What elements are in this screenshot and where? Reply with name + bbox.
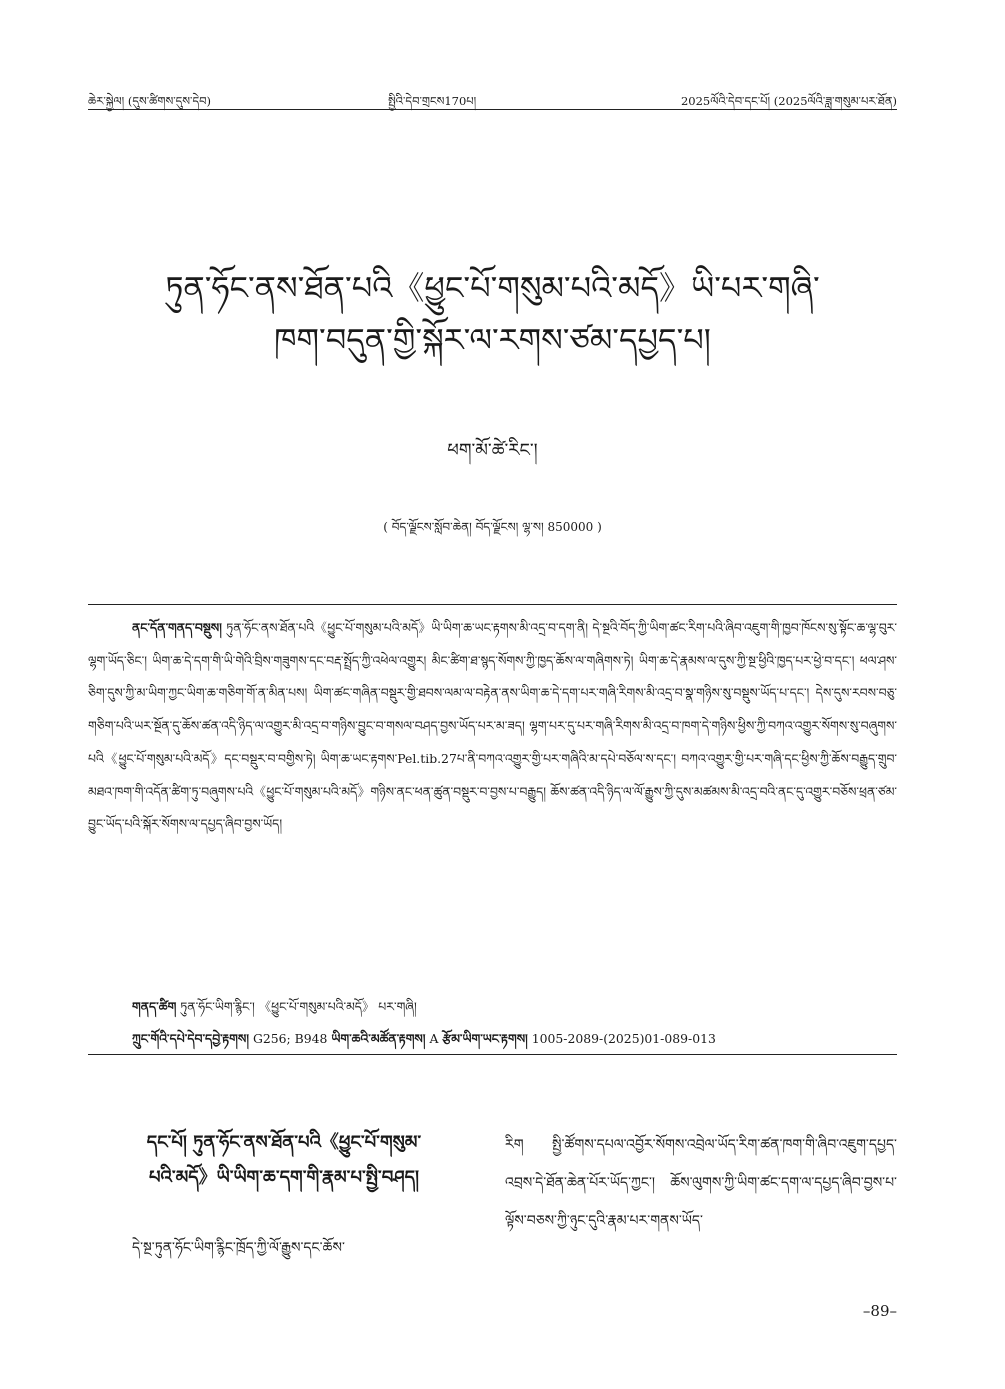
title-line-1: ཏུན་ཧོང་ནས་ཐོན་པའི《ཕྱུང་པོ་གསུམ་པའི་མདོ》ཡི་པར་གཞི་ [165,269,820,307]
keywords-label: གནད་ཚིག [132,999,177,1014]
body-column-right: རིག སྤྱི་ཚོགས་དཔལ་འབྱོར་སོགས་འབྲེལ་ཡོད་རིག་ཚན་ཁག་གི་ཞིབ་འཇུག་དཔྱད་འབྲས་དེ་ཐོན་ཆེན་པོར་ཡོད་ཀྱང་། ཆོས་ལུགས་ཀྱི་ཡིག་ཚང་དག་ལ་དཔྱད་ཞིབ་བྱས་པ་ལྟོས་བཅས་ཀྱི་ཉུང་དུའི་རྣམ་པར་གནས་ཡོད་ [505,1137,897,1229]
abstract-block [88,612,897,841]
body-column-left: དེ་སྔ་ཏུན་ཧོང་ཡིག་རྙིང་ཁྲོད་ཀྱི་ལོ་རྒྱུས་དང་ཆོས་ [132,1240,345,1256]
header-journal: ཆེར་སྐྱེལ། (དུས་ཚིགས་དུས་དེབ) [88,94,211,108]
header-issue-date: 2025ལོའི་དེབ་དང་པོ། (2025ལོའི་ཟླ་གསུམ་པར་ཐོན) [680,94,897,108]
article-id-value: 1005-2089-(2025)01-089-013 [531,1031,716,1046]
abstract-text: ཏུན་ཧོང་ནས་ཐོན་པའི《ཕྱུང་པོ་གསུམ་པའི་མདོ》ཡི་ཡིག་ཆ་ཡང་རྟགས་མི་འདྲ་བ་དག་ནི། དེ་སྔའི་བོད་ཀྱི་ཡིག་ཚང་རིག་པའི་ཞིབ་འཇུག་གི་ཁྱབ་ཁོངས་སུ་སྟོང་ཆ་ལྷ་བུར་ལྷག་ཡོད་ཅིང་། ཡིག་ཆ་དེ་དག་གི་ཡི་གེའི་བྲིས་གཟུགས་དང་བརྡ་སྤྲོད་ཀྱི་འཕེལ་འགྱུར། མིང་ཚིག་ཐ་སྙད་སོགས་ཀྱི་ཁྱད་ཆོས་ལ་གཞིགས་ཏེ། ཡིག་ཆ་དེ་རྣམས་ལ་དུས་ཀྱི་སྔ་ཕྱིའི་ཁྱད་པར་ཕྱེ་བ་དང་། ཕལ་ཤས་ཅིག་དུས་ཀྱི་མ་ཡིག་ཀྱང་ཡིག་ཆ་གཅིག་གོ་ན་མིན་པས། ཡིག་ཚང་གཞིན་བསྡུར་གྱི་ཐབས་ལམ་ལ་བརྟེན་ནས་ཡིག་ཆ་དེ་དག་པར་གཞི་རིགས་མི་འདྲ་བ་སྣ་གཉིས་སུ་བསྡུས་ཡོད་པ་དང་། དེས་དུས་རབས་བཅུ་གཅིག་པའི་ཡར་སྔོན་དུ་ཆོས་ཚན་འདི་ཉིད་ལ་འགྱུར་མི་འདྲ་བ་གཉིས་བྱུང་བ་གསལ་བཤད་བྱས་ཡོད་པར་མ་ཟད། ལྷག་པར་དུ་པར་གཞི་རིགས་མི་འདྲ་བ་ཁག་དེ་གཉིས་ཕྱིས་ཀྱི་བཀའ་འགྱུར་སོགས་སུ་བཞུགས་པའི《ཕྱུང་པོ་གསུམ་པའི་མདོ》དང་བསྡུར་བ་བགྱིས་ཏེ། ཡིག་ཆ་ཡང་རྟགས་Pel.tib.27པ་ནི་བཀའ་འགྱུར་གྱི་པར་གཞིའི་མ་དཔེ་བཅོལ་ས་དང་། བཀའ་འགྱུར་གྱི་པར་གཞི་དང་ཕྱིས་ཀྱི་ཆོས་བརྒྱུད་གྲུབ་མཐའ་ཁག་གི་འདོན་ཚིག་ཏུ་བཞུགས་པའི《ཕྱུང་པོ་གསུམ་པའི་མདོ》གཉིས་ནང་ཕན་ཚུན་བསྡུར་བ་བྱས་པ་བརྒྱུད། ཆོས་ཚན་འདི་ཉིད་ལ་ལོ་རྒྱུས་ཀྱི་དུས་མཚམས་མི་འདྲ་བའི་ནང་དུ་འགྱུར་བཅོས་ཕྲན་ཙམ་བྱུང་ཡོད་པའི་སྐོར་སོགས་ལ་དཔྱད་ཞིབ་བྱས་ཡོད། [88,620,897,832]
section-heading-line-1: དང་པོ། ཏུན་ཧོང་ནས་ཐོན་པའི《ཕྱུང་པོ་གསུམ་ [146,1132,422,1153]
header-issue-total: སྤྱིའི་དེབ་གྲངས170པ། [388,94,477,108]
header-rule [88,109,897,110]
section-heading-line-2: པའི་མདོ》ཡི་ཡིག་ཆ་དག་གི་རྣམ་པ་སྤྱི་བཤད། [148,1167,420,1188]
keywords-text: ཏུན་ཧོང་ཡིག་རྙིང་། 《ཕྱུང་པོ་གསུམ་པའི་མདོ》 པར་གཞི། [180,999,417,1014]
abstract-bottom-rule [88,1054,897,1055]
article-id-label: རྩོམ་ཡིག་ཡང་རྟགས། [442,1031,528,1046]
keywords-line [132,993,897,1028]
page-number: –89– [862,1302,897,1320]
abstract-top-rule [88,604,897,605]
clc-label: ཀྲུང་གོའི་དཔེ་དེབ་དབྱེ་རྟགས། [132,1031,250,1046]
clc-value: G256; B948 [252,1031,328,1046]
abstract-label: ནང་དོན་གནད་བསྡུས། [132,620,222,635]
author-name: ཕག་མོ་ཚེ་རིང་། [447,440,538,461]
doc-code-label: ཡིག་ཆའི་མཚོན་རྟགས། [331,1031,426,1046]
author-affiliation: ( བོད་ལྗོངས་སློབ་ཆེན། བོད་ལྗོངས། ལྷ་ས། 850000 ) [383,520,602,534]
doc-code-value: A [429,1031,439,1046]
running-header [88,86,897,108]
section-heading [88,1125,480,1195]
article-title [88,262,897,366]
title-line-2: ཁག་བདུན་གྱི་སྐོར་ལ་རགས་ཙམ་དཔྱད་པ། [274,321,711,359]
